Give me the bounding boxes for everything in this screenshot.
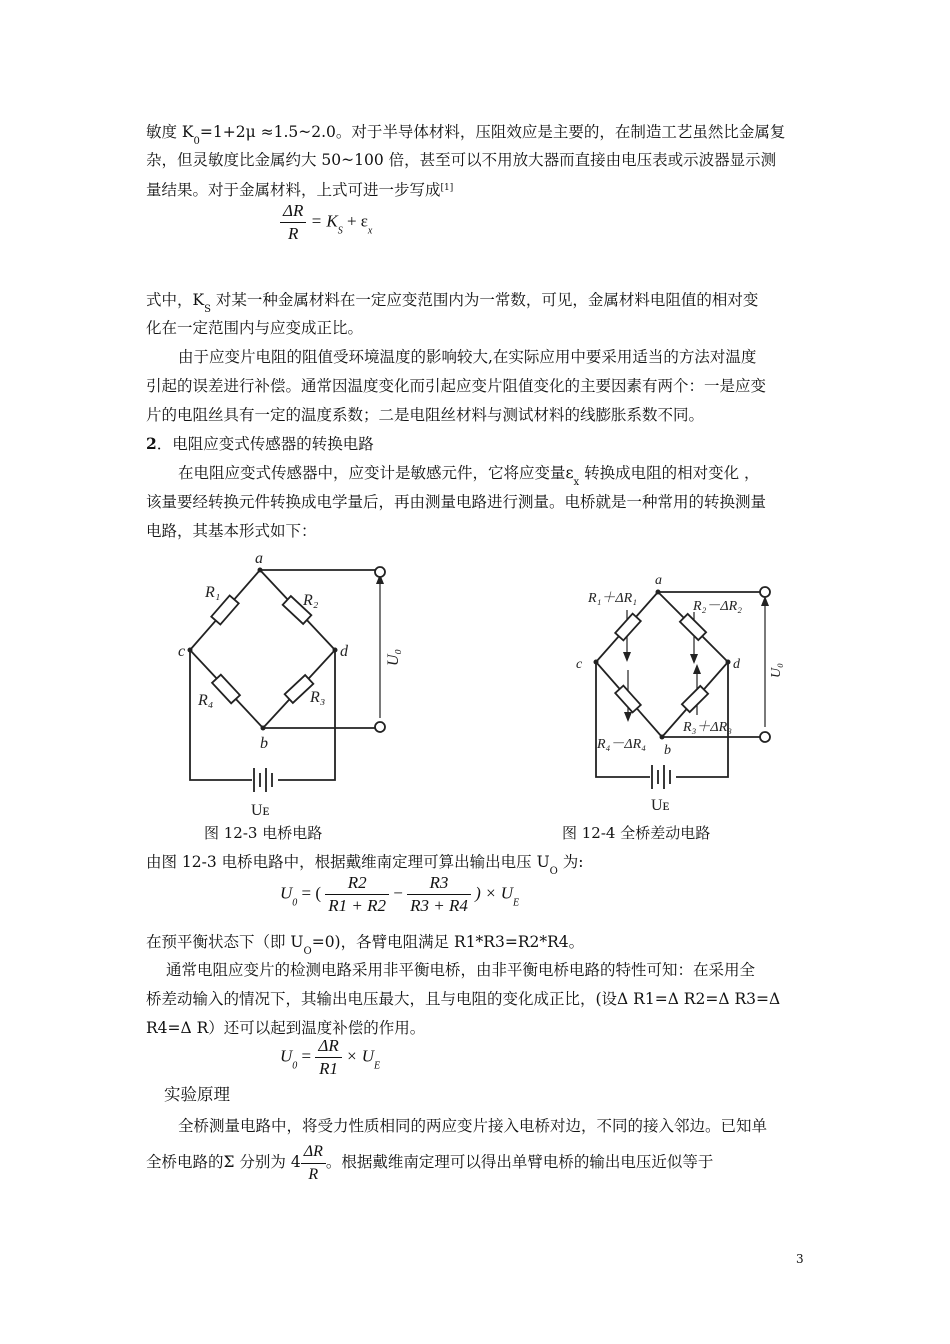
numerator: ΔR: [301, 1141, 326, 1164]
para7-line2: 桥差动输入的情况下，其输出电压最大，且与电阻的变化成正比，(设Δ R1=Δ R2=Δ R3=Δ: [146, 990, 781, 1008]
text: 由图 12-3 电桥电路中，根据戴维南定理可算出输出电压 U: [146, 853, 550, 871]
para8-line1: 全桥测量电路中，将受力性质相同的两应变片接入电桥对边，不同的接入邻边。已知单: [178, 1117, 768, 1135]
r1-label: R₁＋ΔR₁: [588, 591, 638, 606]
fraction-1: [325, 872, 389, 917]
para1-line3: [146, 174, 808, 204]
section-heading: [146, 430, 808, 458]
node-d-label: d: [340, 643, 348, 660]
figure-caption-12-3: 图 12-3 电桥电路: [204, 824, 323, 842]
eq-equals: =: [301, 1046, 312, 1066]
eq-tail: ) × U: [475, 883, 514, 903]
equation-2: [280, 872, 519, 917]
output-voltage-label: U₀: [769, 663, 784, 678]
node-c-label: c: [576, 657, 583, 672]
r2-label: R₂: [303, 592, 319, 609]
text: 式中，K: [146, 291, 205, 309]
text: 为:: [557, 853, 584, 871]
para3-line2: 引起的误差进行补偿。通常因温度变化而引起应变片阻值变化的主要因素有两个：一是应变: [146, 377, 767, 395]
subscript: x: [367, 225, 373, 237]
denominator: R1: [319, 1059, 338, 1078]
eq-plus: + ε: [346, 211, 368, 231]
subscript: S: [204, 304, 211, 315]
para1-line2: 杂，但灵敏度比金属约大 50~100 倍，甚至可以不用放大器而直接由电压表或示波器显示测: [146, 151, 777, 169]
text: 敏度 K: [146, 123, 194, 141]
subscript: 0: [193, 136, 200, 147]
subscript: O: [549, 866, 558, 877]
subscript: E: [513, 897, 520, 909]
text: =1+2μ ≈1.5~2.0。对于半导体材料，压阻效应是主要的，在制造工艺虽然比金属复: [199, 123, 786, 141]
denominator: R3 + R4: [410, 896, 468, 915]
citation-ref: [1]: [440, 183, 454, 193]
section-heading-principle: 实验原理: [164, 1085, 230, 1104]
supply-voltage-label: Uᴇ: [651, 797, 670, 814]
figure-caption-12-4: 图 12-4 全桥差动电路: [562, 824, 711, 842]
node-a-label: a: [255, 550, 263, 567]
r1-label: R₁: [205, 584, 221, 601]
para8-line2: [146, 1140, 808, 1186]
denominator: R1 + R2: [328, 896, 387, 915]
eq-rhs: = K: [310, 211, 338, 231]
fraction: [315, 1035, 341, 1080]
para7-line3: R4=Δ R）还可以起到温度补偿的作用。: [146, 1019, 426, 1037]
subscript: x: [573, 477, 580, 488]
subscript: S: [337, 225, 343, 237]
para2-line2: 化在一定范围内与应变成正比。: [146, 319, 364, 337]
full-bridge-differential-diagram: [560, 565, 785, 815]
text: 。根据戴维南定理可以得出单臂电桥的输出电压近似等于: [325, 1153, 714, 1171]
r3-label: R₃＋ΔR₃: [683, 720, 733, 735]
text: 在电阻应变式传感器中，应变计是敏感元件，它将应变量ε: [178, 464, 574, 482]
node-c-label: c: [178, 643, 186, 660]
numerator: ΔR: [315, 1035, 341, 1058]
denominator: R: [287, 224, 299, 243]
output-voltage-label: U₀: [385, 648, 402, 666]
eq-open: = (: [301, 883, 322, 903]
denominator: R: [308, 1165, 319, 1183]
node-d-label: d: [733, 657, 740, 672]
bridge-circuit-diagram: [150, 545, 410, 820]
section-number: 2: [146, 434, 157, 453]
numerator: R3: [407, 872, 471, 895]
text: 转换成电阻的相对变化 ，: [579, 464, 760, 482]
node-a-label: a: [655, 573, 662, 588]
subscript: O: [303, 946, 312, 957]
supply-voltage-label: Uᴇ: [251, 802, 270, 819]
numerator: R2: [325, 872, 389, 895]
text: =0)，各臂电阻满足 R1*R3=R2*R4。: [311, 933, 585, 951]
node-b-label: b: [260, 735, 268, 752]
numerator: ΔR: [280, 200, 306, 223]
para4-line3: 电路，其基本形式如下：: [146, 522, 317, 540]
para7-line1: 通常电阻应变片的检测电路采用非平衡电桥，由非平衡电桥电路的特性可知：在采用全: [166, 961, 756, 979]
para4-line2: 该量要经转换元件转换成电学量后，再由测量电路进行测量。电桥就是一种常用的转换测量: [146, 493, 767, 511]
text: 量结果。对于金属材料，上式可进一步写成: [146, 181, 441, 199]
para3-line3: 片的电阻丝具有一定的温度系数；二是电阻丝材料与测试材料的线膨胀系数不同。: [146, 406, 705, 424]
para3-line1: 由于应变片电阻的阻值受环境温度的影响较大,在实际应用中要采用适当的方法对温度: [178, 348, 757, 366]
subscript: E: [374, 1060, 381, 1072]
eq-lhs: U: [280, 883, 293, 903]
subscript: 0: [292, 1060, 298, 1072]
text: 在预平衡状态下（即 U: [146, 933, 304, 951]
subscript: 0: [292, 897, 298, 909]
eq-tail: × U: [346, 1046, 374, 1066]
fraction: [280, 200, 306, 245]
text: 全桥电路的Σ 分别为 4: [146, 1153, 301, 1171]
equation-1: [280, 200, 372, 245]
node-b-label: b: [664, 743, 671, 758]
page-number: 3: [796, 1252, 804, 1266]
eq-minus: −: [393, 883, 403, 903]
fraction-2: [407, 872, 471, 917]
r4-label: R₄－ΔR₄: [597, 737, 647, 752]
text: 对某一种金属材料在一定应变范围内为一常数，可见，金属材料电阻值的相对变: [210, 291, 759, 309]
r2-label: R₂－ΔR₂: [693, 599, 743, 614]
equation-3: [280, 1035, 380, 1080]
eq-lhs: U: [280, 1046, 293, 1066]
r3-label: R₃: [310, 689, 326, 706]
r4-label: R₄: [198, 692, 214, 709]
fraction: [301, 1141, 326, 1186]
section-title: ．电阻应变式传感器的转换电路: [156, 435, 374, 453]
